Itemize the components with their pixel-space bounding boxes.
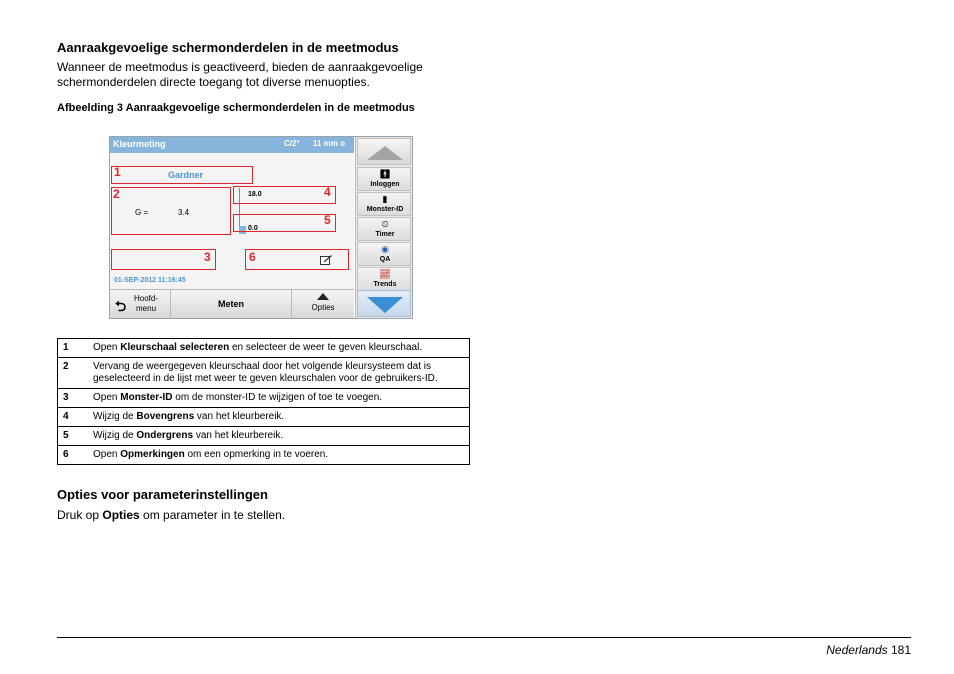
legend-text-post: en selecteer de weer te geven kleurschaal. [229,342,423,353]
legend-row [58,427,470,446]
qa-button[interactable] [357,242,411,266]
figure-caption: Afbeelding 3 Aanraakgevoelige schermonderdelen in de meetmodus [57,102,415,114]
screen-title-bar [110,137,354,153]
legend-text-pre: Open [93,392,121,403]
screen-measurement-area [110,153,354,289]
callout-number-4: 4 [324,185,331,199]
sample-id-label: Monster-ID [366,206,404,213]
legend-text-pre: Wijzig de [93,411,137,422]
legend-text-bold: Opmerkingen [120,449,185,460]
legend-text-bold: Monster-ID [120,392,173,403]
legend-number: 4 [58,408,89,427]
timer-button[interactable] [357,217,411,241]
triangle-up-icon [317,293,329,300]
legend-text [88,339,470,358]
legend-text-pre: Open [93,342,121,353]
main-menu-button[interactable] [110,290,171,319]
options-button[interactable] [292,290,354,319]
callout-number-1: 1 [114,165,121,179]
legend-text-post: om een opmerking in te voeren. [184,449,329,460]
legend-text-pre: Vervang de weergegeven kleurschaal door het volgende kleursysteem dat is geselecteerd in de lijst met weer te geven kleurschalen voor de gebruikers-ID. [93,361,438,384]
legend-number: 3 [58,389,89,408]
reading-value: 3.4 [178,208,190,217]
callout-box-3[interactable] [111,249,216,270]
legend-row [58,358,470,389]
callout-number-6: 6 [249,250,256,264]
page-number: 181 [890,643,911,657]
page-footer [826,643,911,657]
legend-text-pre: Wijzig de [93,430,137,441]
screen-title: Kleurmeting [113,139,166,149]
login-button[interactable] [357,167,411,191]
section2-text-bold: Opties [102,508,140,522]
trends-button[interactable] [357,267,411,291]
legend-number: 1 [58,339,89,358]
arrow-down-icon [367,297,403,313]
timer-label: Timer [375,231,395,238]
main-menu-label: Hoofd- menu [134,294,159,313]
legend-text [88,389,470,408]
scroll-up-button[interactable] [357,138,411,165]
sample-icon: ▮ [382,194,388,204]
footer-language: Nederlands [826,643,888,657]
legend-text-post: om de monster-ID te wijzigen of toe te voegen. [172,392,383,403]
legend-text [88,446,470,465]
callout-number-2: 2 [113,187,120,201]
back-arrow-icon: ⮌ [115,298,127,314]
section2-heading: Opties voor parameterinstellingen [57,487,268,502]
section2-text-post: om parameter in te stellen. [139,508,286,522]
options-label: Opties [311,303,335,312]
legend-row [58,408,470,427]
lower-limit-value: 0.0 [248,225,258,232]
legend-text-bold: Ondergrens [136,430,194,441]
legend-text [88,427,470,446]
callout-number-5: 5 [324,213,331,227]
login-label: Inloggen [370,181,400,188]
screen-side-bar [355,137,413,318]
section2-paragraph [57,508,285,522]
legend-text-pre: Open [93,449,121,460]
qa-label: QA [379,256,391,263]
legend-number: 5 [58,427,89,446]
instrument-screenshot [109,136,413,319]
path-length-label: 11 mm o [313,139,346,148]
footer-rule [57,637,911,638]
trends-icon: 📈︎ [379,269,391,279]
trends-label: Trends [373,281,397,288]
legend-row [58,389,470,408]
measure-button[interactable]: Meten [171,290,292,319]
legend-text-post: van het kleurbereik. [193,430,284,441]
legend-row [58,339,470,358]
reading-label: G = [135,208,149,217]
timer-icon: ⏲ [381,219,389,229]
legend-text-bold: Kleurschaal selecteren [120,342,230,353]
legend-text [88,358,470,389]
screen-bottom-bar [110,289,354,319]
sample-id-button[interactable] [357,192,411,216]
legend-number: 6 [58,446,89,465]
intro-paragraph: Wanneer de meetmodus is geactiveerd, bieden de aanraakgevoelige schermonderdelen directe toegang tot diverse menuopties. [57,60,423,89]
section2-text-pre: Druk op [57,508,103,522]
color-scale-name: Gardner [168,170,204,180]
legend-text-bold: Bovengrens [136,411,195,422]
callout-box-6[interactable] [245,249,349,270]
edit-note-icon [320,255,332,265]
callout-legend-table [57,338,470,465]
upper-limit-value: 18.0 [248,191,262,198]
cuvette-label: C/2° [284,139,300,148]
legend-text-post: van het kleurbereik. [194,411,285,422]
qa-icon: ◉ [381,244,389,254]
callout-number-3: 3 [204,250,211,264]
date-time-stamp: 01-SEP-2012 11:16:45 [114,277,186,284]
callout-box-2[interactable] [111,187,231,235]
legend-row [58,446,470,465]
person-icon: 🚹︎ [379,169,391,179]
legend-text [88,408,470,427]
scroll-down-button[interactable] [357,290,411,317]
arrow-up-icon [367,146,403,160]
section-heading: Aanraakgevoelige schermonderdelen in de meetmodus [57,40,399,55]
legend-number: 2 [58,358,89,389]
